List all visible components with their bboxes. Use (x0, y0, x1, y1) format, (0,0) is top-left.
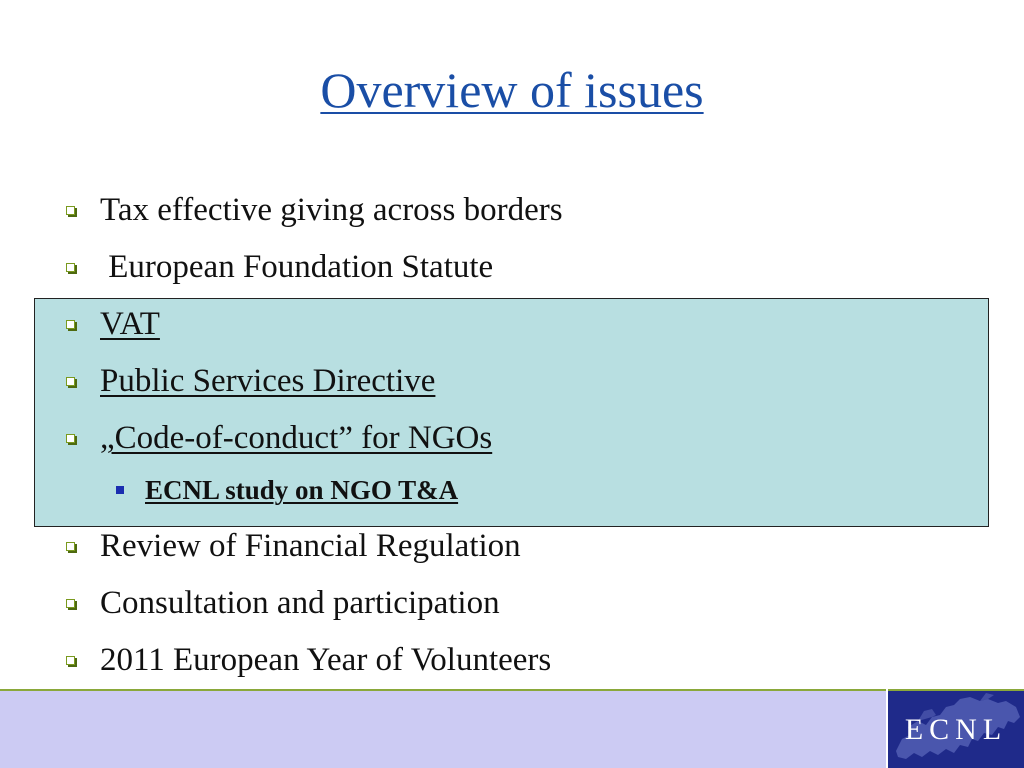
bullet-item (0, 418, 1024, 458)
bullet-link-vat[interactable]: VAT (100, 306, 160, 342)
slide-title: Overview of issues (320, 62, 704, 118)
bullet-item (0, 640, 1024, 680)
bullet-text: Tax effective giving across borders (100, 192, 563, 228)
bullet-item (0, 190, 1024, 230)
bullet-item (0, 304, 1024, 344)
square-bullet-icon (66, 599, 75, 608)
sub-bullet-item (0, 474, 1024, 514)
square-bullet-icon (66, 206, 75, 215)
ecnl-logo (888, 691, 1024, 768)
square-bullet-icon (66, 434, 75, 443)
footer-bar (0, 689, 1024, 768)
bullet-text: 2011 European Year of Volunteers (100, 642, 552, 678)
logo-text: ECNL (904, 713, 1008, 746)
square-bullet-icon (66, 377, 75, 386)
bullet-item (0, 247, 1024, 287)
bullet-item (0, 361, 1024, 401)
filled-square-bullet-icon (116, 486, 124, 494)
bullet-text: Review of Financial Regulation (100, 528, 521, 564)
bullet-text: European Foundation Statute (100, 249, 494, 285)
square-bullet-icon (66, 320, 75, 329)
bullet-link-code-of-conduct[interactable]: „Code-of-conduct” for NGOs (100, 420, 493, 456)
square-bullet-icon (66, 542, 75, 551)
square-bullet-icon (66, 656, 75, 665)
bullet-item (0, 583, 1024, 623)
bullet-item (0, 526, 1024, 566)
bullet-text: Consultation and participation (100, 585, 500, 621)
bullet-link-public-services[interactable]: Public Services Directive (100, 363, 436, 399)
sub-bullet-link-ecnl-study[interactable]: ECNL study on NGO T&A (145, 475, 459, 505)
square-bullet-icon (66, 263, 75, 272)
